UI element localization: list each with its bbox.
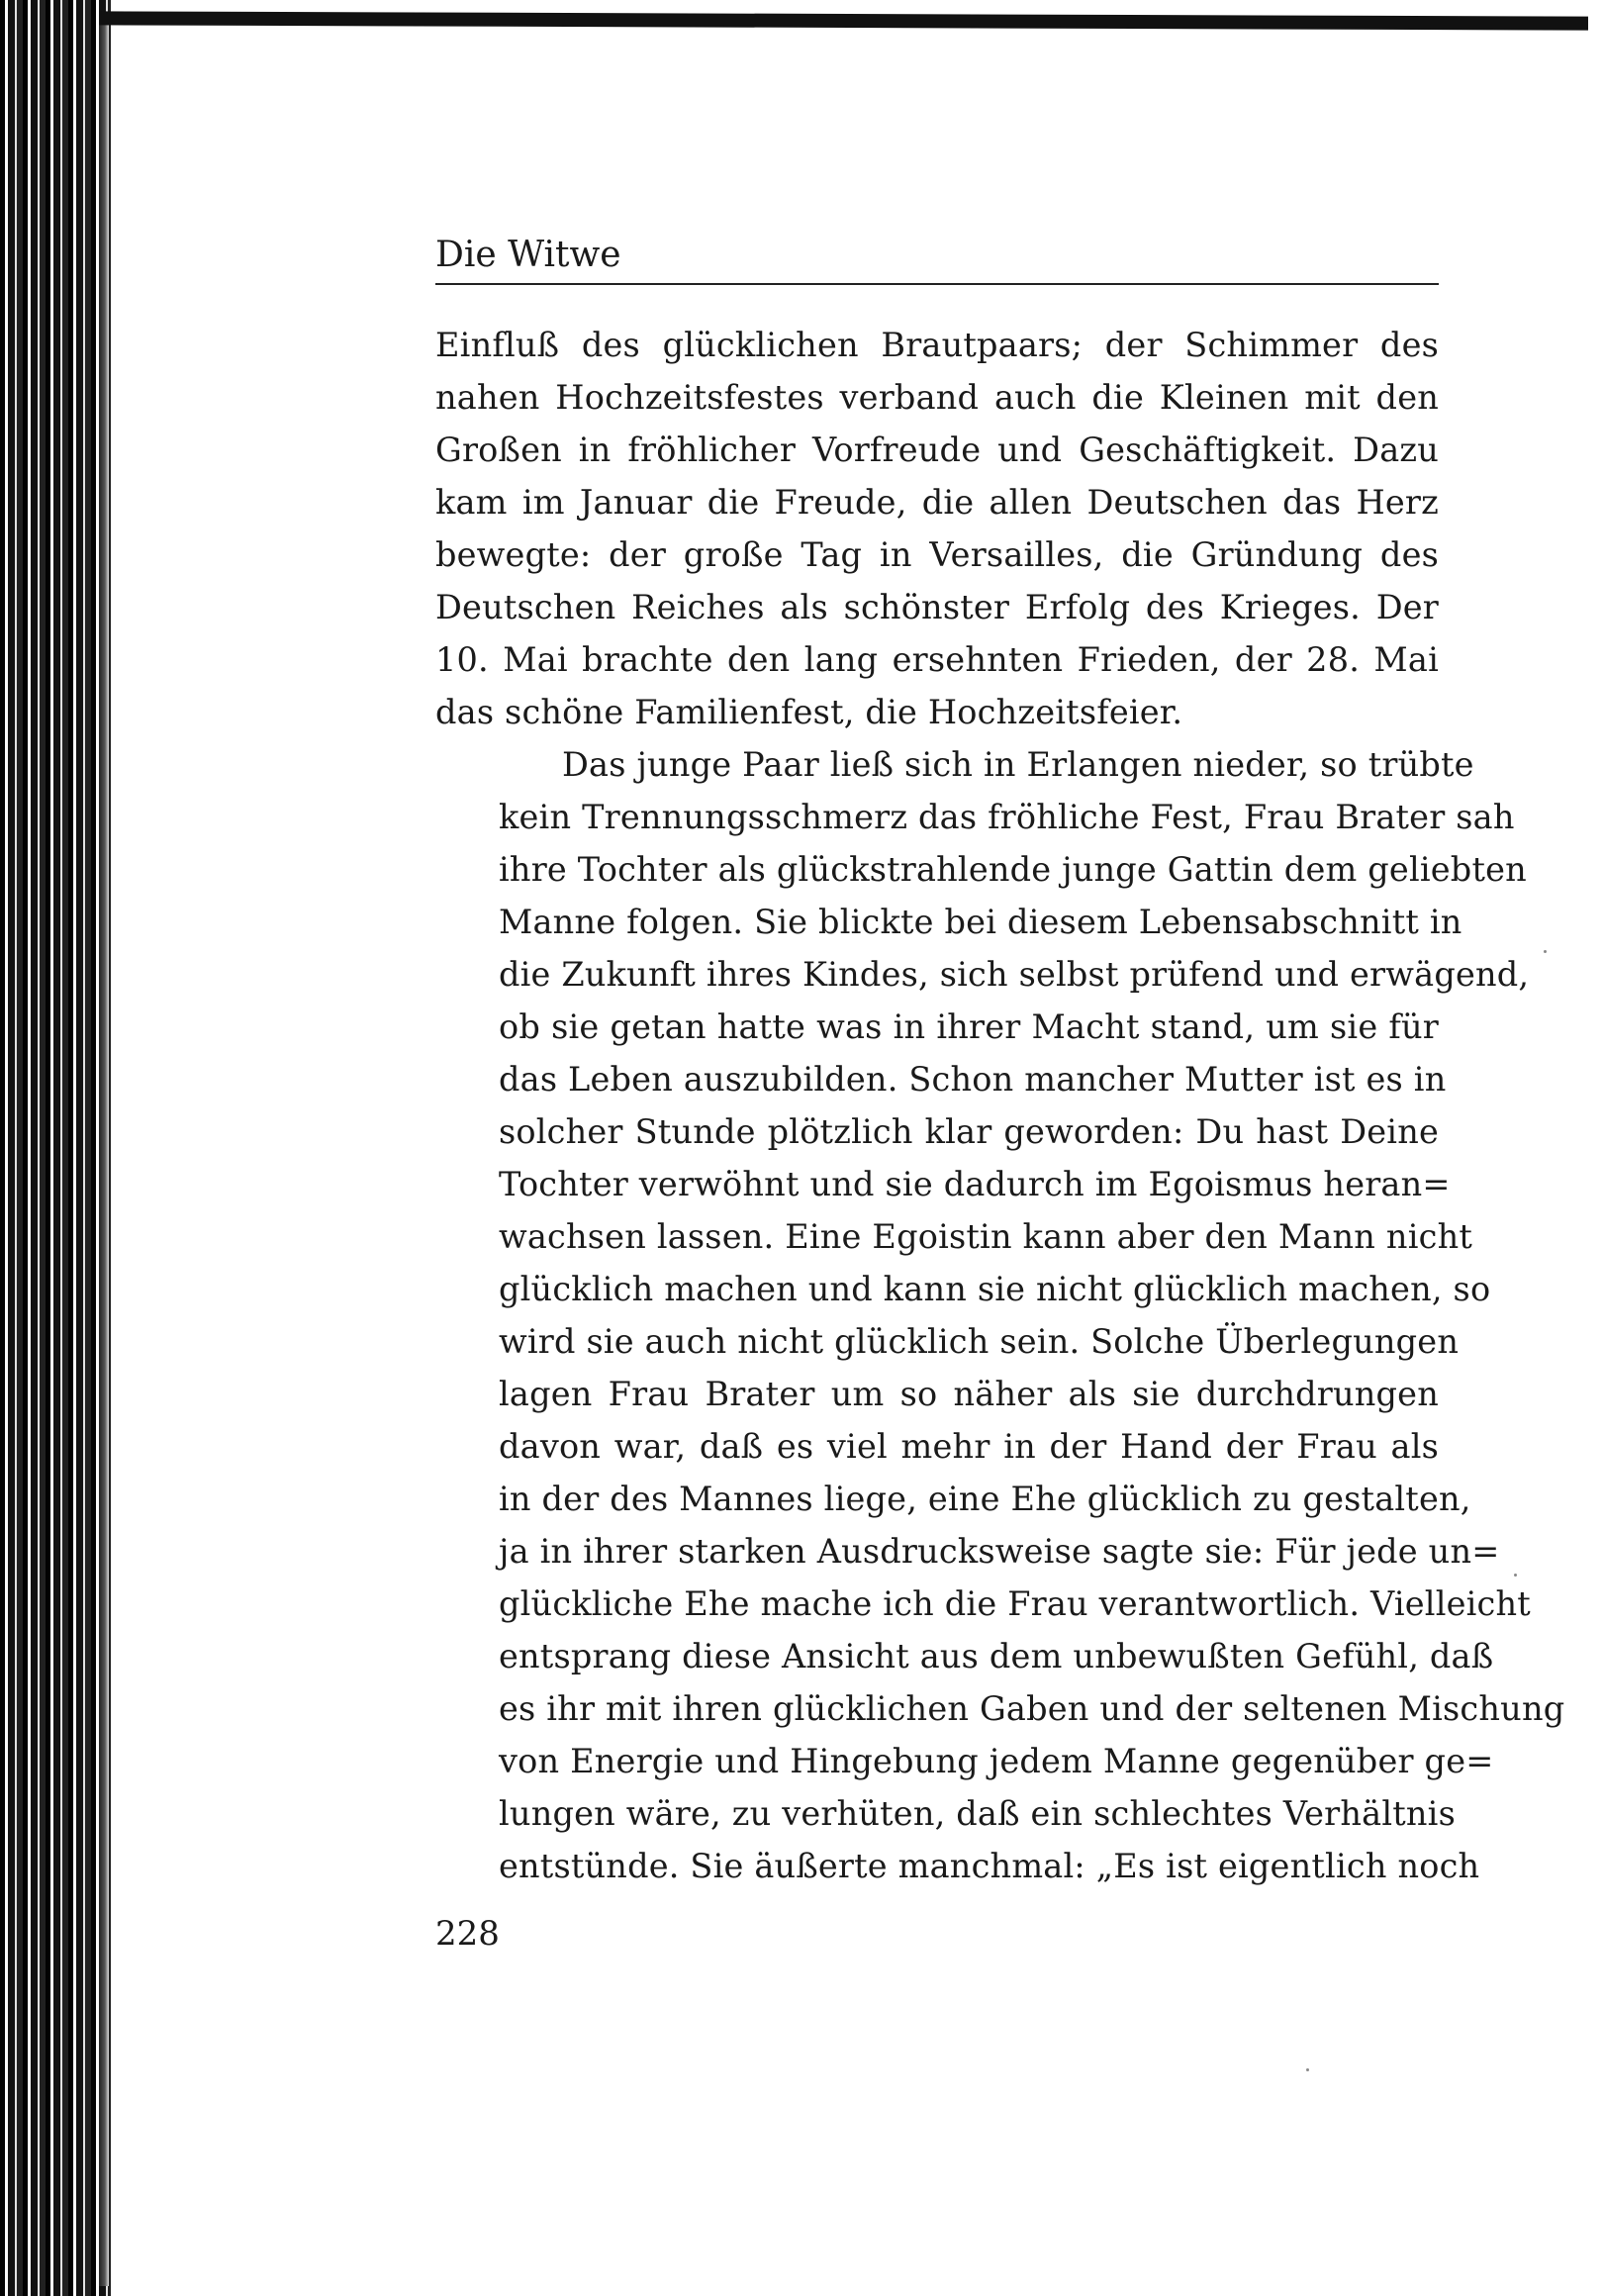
text-line: 10. Mai brachte den lang ersehnten Frieden, der 28. Mai <box>435 640 1439 679</box>
text-line: Deutschen Reiches als schönster Erfolg des Krieges. Der <box>435 588 1439 626</box>
text-line: Großen in fröhlicher Vorfreude und Geschäftigkeit. Dazu <box>435 430 1439 469</box>
scan-speck <box>1514 1574 1517 1577</box>
text-line: ihre Tochter als glückstrahlende junge Gattin dem geliebten <box>499 850 1527 889</box>
text-line: die Zukunft ihres Kindes, sich selbst prüfend und erwägend, <box>499 955 1530 994</box>
paragraph <box>435 319 1439 738</box>
page-number: 228 <box>435 1914 500 1954</box>
text-line: kam im Januar die Freude, die allen Deutschen das Herz <box>435 483 1439 522</box>
paragraph <box>435 738 1565 1892</box>
text-line: das schöne Familienfest, die Hochzeitsfeier. <box>435 693 1183 731</box>
text-line: es ihr mit ihren glücklichen Gaben und der seltenen Mischung <box>499 1689 1565 1728</box>
text-line: wachsen lassen. Eine Egoistin kann aber den Mann nicht <box>499 1217 1473 1256</box>
text-line: lungen wäre, zu verhüten, daß ein schlechtes Verhältnis <box>499 1794 1456 1833</box>
body-text <box>435 319 1565 1892</box>
text-line: glückliche Ehe mache ich die Frau verantwortlich. Vielleicht <box>499 1584 1531 1623</box>
text-line: ja in ihrer starken Ausdrucksweise sagte sie: Für jede un= <box>499 1532 1500 1571</box>
text-line: Manne folgen. Sie blickte bei diesem Lebensabschnitt in <box>499 903 1462 941</box>
text-line: Tochter verwöhnt und sie dadurch im Egoismus heran= <box>499 1165 1451 1203</box>
text-line: in der des Mannes liege, eine Ehe glücklich zu gestalten, <box>499 1480 1471 1518</box>
page-binding-edge <box>99 20 109 2286</box>
text-line: Das junge Paar ließ sich in Erlangen nieder, so trübte <box>562 745 1474 784</box>
text-line: nahen Hochzeitsfestes verband auch die Kleinen mit den <box>435 378 1439 417</box>
text-line: glücklich machen und kann sie nicht glücklich machen, so <box>499 1270 1491 1308</box>
text-line: entstünde. Sie äußerte manchmal: „Es ist eigentlich noch <box>499 1847 1480 1885</box>
text-line: lagen Frau Brater um so näher als sie durchdrungen <box>499 1375 1439 1413</box>
text-line: das Leben auszubilden. Schon mancher Mutter ist es in <box>499 1060 1447 1099</box>
text-line: Einfluß des glücklichen Brautpaars; der Schimmer des <box>435 326 1439 364</box>
text-line: ob sie getan hatte was in ihrer Macht stand, um sie für <box>499 1007 1439 1046</box>
scan-top-edge <box>99 11 1588 30</box>
scan-speck <box>1306 2068 1309 2071</box>
scan-speck <box>1544 950 1547 953</box>
book-spine-shadow <box>0 0 111 2296</box>
text-line: von Energie und Hingebung jedem Manne gegenüber ge= <box>499 1742 1494 1780</box>
text-line: solcher Stunde plötzlich klar geworden: Du hast Deine <box>499 1112 1439 1151</box>
text-line: wird sie auch nicht glücklich sein. Solche Überlegungen <box>499 1322 1460 1361</box>
text-line: davon war, daß es viel mehr in der Hand der Frau als <box>499 1427 1439 1466</box>
text-line: kein Trennungsschmerz das fröhliche Fest, Frau Brater sah <box>499 798 1515 836</box>
book-page <box>435 234 1565 1954</box>
text-line: bewegte: der große Tag in Versailles, die Gründung des <box>435 535 1439 574</box>
running-head: Die Witwe <box>435 234 1439 285</box>
text-line: entsprang diese Ansicht aus dem unbewußten Gefühl, daß <box>499 1637 1494 1675</box>
